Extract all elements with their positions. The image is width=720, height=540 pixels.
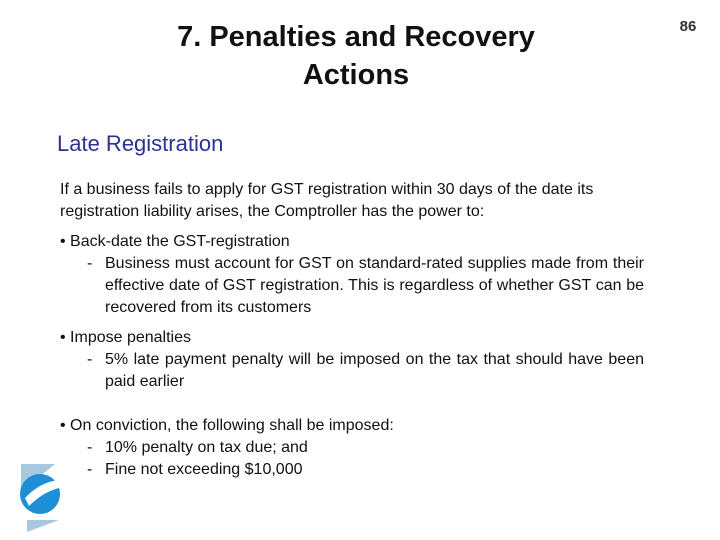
- sub-item-dash: -: [87, 439, 93, 456]
- sub-item: [87, 253, 644, 319]
- bullet-item-penalties: [60, 327, 644, 393]
- slide-title-line-1: 7. Penalties and Recovery: [177, 21, 535, 53]
- slide-title-line-2: Actions: [302, 59, 410, 91]
- sub-item-text: 5% late payment penalty will be imposed on the tax that should have been paid earlier: [105, 351, 644, 390]
- sub-item-dash: -: [87, 351, 93, 368]
- sub-item: [87, 459, 644, 481]
- sub-item: [87, 437, 644, 459]
- slide-title: [100, 18, 612, 94]
- intro-paragraph: If a business fails to apply for GST registration within 30 days of the date its registration liability arises, the Comptroller has the power to:: [60, 181, 594, 220]
- bullet-item-conviction: [60, 415, 644, 481]
- sub-item-dash: -: [87, 255, 93, 272]
- bullet-text: • Impose penalties: [60, 329, 192, 346]
- page-number: 86: [679, 18, 697, 35]
- bullet-item-backdate: [60, 231, 644, 319]
- bullet-text: • On conviction, the following shall be imposed:: [60, 417, 394, 434]
- organization-logo-icon: [15, 462, 65, 534]
- slide-body: [60, 179, 644, 481]
- sub-item-text: Fine not exceeding $10,000: [105, 461, 303, 478]
- sub-item-text: 10% penalty on tax due; and: [105, 439, 308, 456]
- bullet-text: • Back-date the GST-registration: [60, 233, 290, 250]
- sub-item-dash: -: [87, 461, 93, 478]
- sub-item-text: Business must account for GST on standard-rated supplies made from their effective date of GST registration. This is regardless of whether GST can be recovered from its customers: [105, 255, 644, 316]
- sub-item: [87, 349, 644, 393]
- section-heading: Late Registration: [57, 131, 224, 156]
